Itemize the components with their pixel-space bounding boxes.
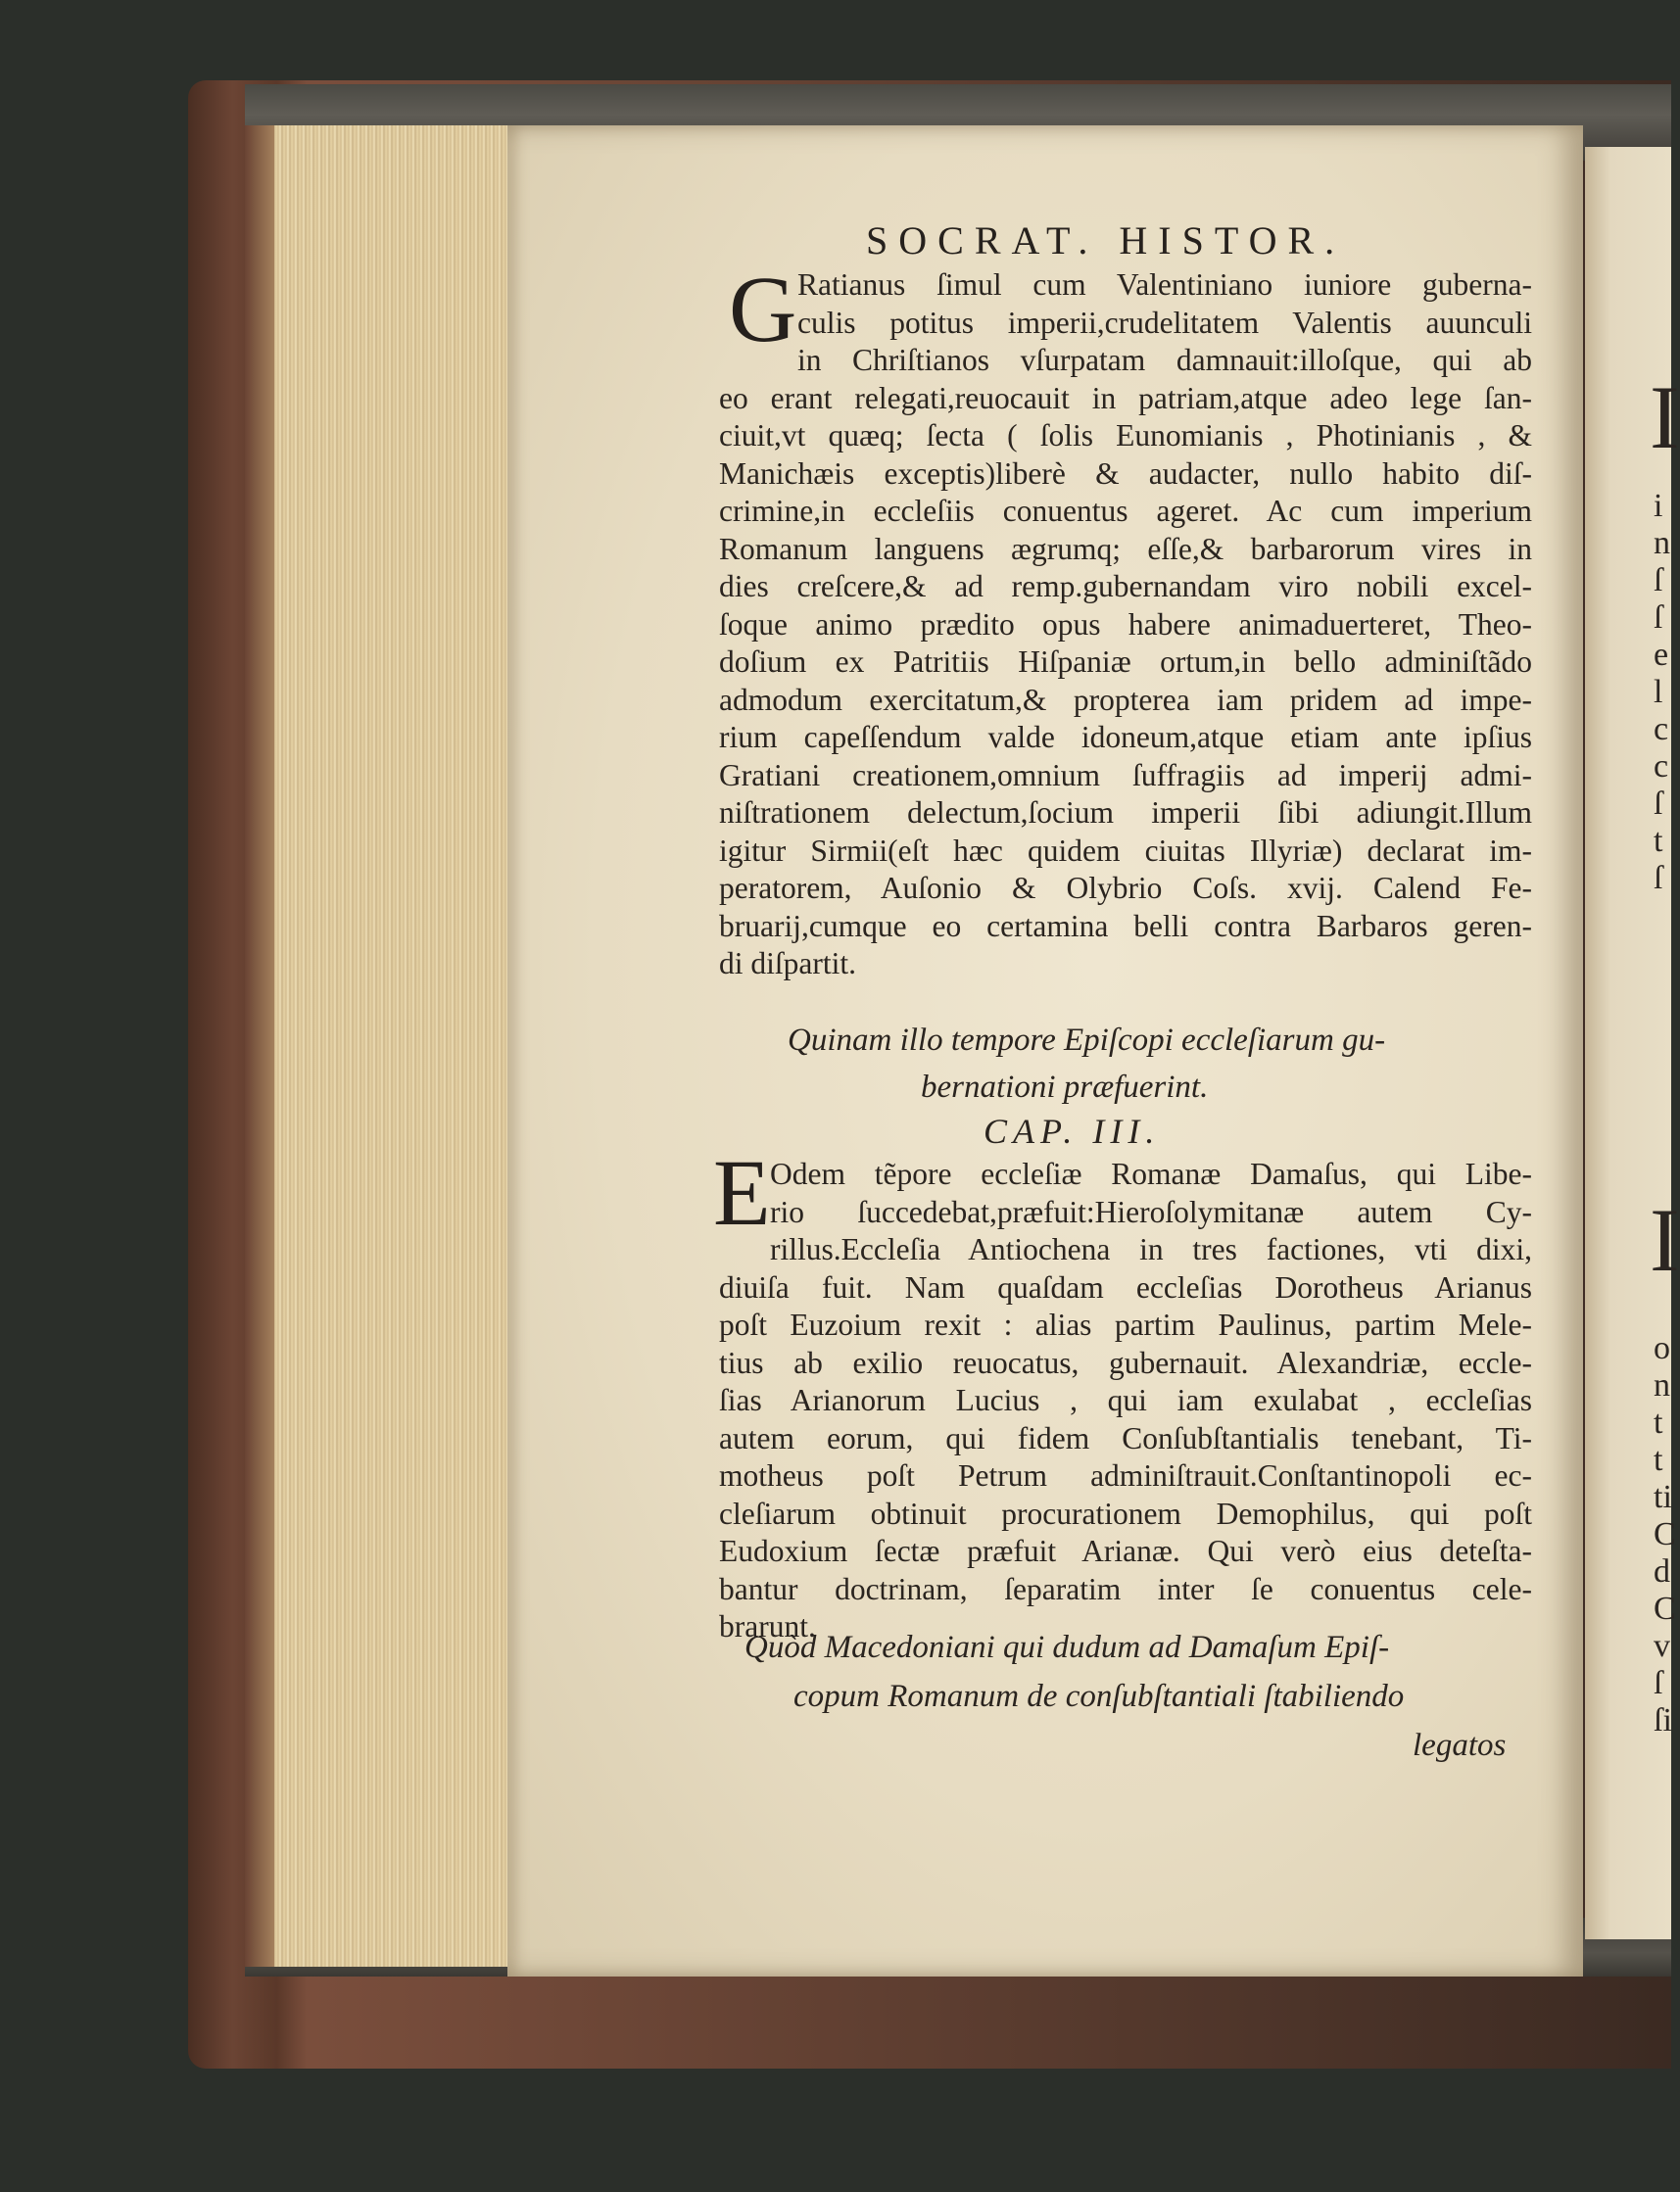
text-line: bantur doctrinam, ſeparatim inter ſe conuentus cele- <box>719 1571 1532 1606</box>
facing-initial-top: I <box>1650 367 1680 467</box>
next-heading-line-1: Quòd Macedoniani qui dudum ad Damaſum Epiſ- <box>744 1630 1390 1665</box>
text-line: brarunt. <box>719 1609 816 1644</box>
text-line: niſtrationem delectum,ſocium imperii ſibi adiungit.Illum <box>719 795 1532 830</box>
text-line: diuiſa fuit. Nam quaſdam eccleſias Dorotheus Arianus <box>719 1269 1532 1305</box>
facing-page <box>1585 147 1680 1939</box>
text-line: admodum exercitatum,& propterea iam pridem ad impe- <box>719 682 1532 717</box>
text-line: cleſiarum obtinuit procurationem Demophilus, qui poſt <box>719 1496 1532 1531</box>
text-line: rium capeſſendum valde idoneum,atque etiam ante ipſius <box>719 720 1532 754</box>
facing-letter: l <box>1654 674 1663 710</box>
text-line: ſias Arianorum Lucius , qui iam exulabat , eccleſias <box>719 1383 1532 1417</box>
page-stack-edge <box>274 125 509 1967</box>
facing-letter: d <box>1654 1553 1670 1590</box>
facing-letter: c <box>1654 711 1669 747</box>
facing-letter: ſ <box>1654 599 1663 636</box>
text-line: autem eorum, qui fidem Conſubſtantialis tenebant, Ti- <box>719 1420 1532 1455</box>
text-line: eo erant relegati,reuocauit in patriam,atque adeo lege ſan- <box>719 380 1532 415</box>
next-heading-line-2: copum Romanum de conſubſtantiali ſtabiliendo <box>793 1679 1405 1714</box>
catchword: legatos <box>1413 1728 1507 1763</box>
facing-letter: n <box>1654 525 1670 561</box>
dropcap-e: E <box>713 1140 771 1245</box>
text-line: dies creſcere,& ad remp.gubernandam viro nobili excel- <box>719 569 1532 603</box>
text-line: culis potitus imperii,crudelitatem Valentis auunculi <box>797 305 1532 340</box>
text-line: di diſpartit. <box>719 946 856 980</box>
facing-letter: o <box>1654 1330 1670 1366</box>
facing-letter: t <box>1654 1405 1663 1441</box>
facing-initial-bottom: I <box>1650 1190 1680 1290</box>
text-line: igitur Sirmii(eſt hæc quidem ciuitas Illyriæ) declarat im- <box>719 833 1532 868</box>
facing-letter: ſ <box>1654 562 1663 598</box>
text-line: motheus poſt Petrum adminiſtrauit.Conſtantinopoli ec- <box>719 1458 1532 1493</box>
chapter-text-2 <box>719 1156 1532 1646</box>
text-line: bruarij,cumque eo certamina belli contra Barbaros geren- <box>719 908 1532 943</box>
text-line: tius ab exilio reuocatus, gubernauit. Alexandriæ, eccle- <box>719 1345 1532 1380</box>
text-line: ſoque animo prædito opus habere animaduerteret, Theo- <box>719 606 1532 642</box>
chapter-heading-line-2: bernationi præfuerint. <box>921 1070 1209 1105</box>
text-line: Gratiani creationem,omnium ſuffragiis ad imperij admi- <box>719 757 1532 792</box>
text-line: doſium ex Patritiis Hiſpaniæ ortum,in bello adminiſtãdo <box>719 644 1532 679</box>
text-line: rillus.Eccleſia Antiochena in tres factiones, vti dixi, <box>770 1232 1532 1266</box>
text-line: in Chriſtianos vſurpatam damnauit:illoſque, qui ab <box>797 343 1532 377</box>
text-line: rio ſuccedebat,præfuit:Hieroſolymitanæ autem Cy- <box>770 1194 1532 1229</box>
text-line: Ratianus ſimul cum Valentiniano iuniore guberna- <box>797 267 1532 302</box>
text-line: ciuit,vt quæq; ſecta ( ſolis Eunomianis , Photinianis , & <box>719 418 1532 453</box>
facing-letter: ſ <box>1654 786 1663 822</box>
chapter-text-1 <box>719 266 1532 983</box>
chapter-heading-line-1: Quinam illo tempore Epiſcopi eccleſiarum gu- <box>788 1023 1386 1058</box>
text-line: crimine,in eccleſiis conuentus ageret. Ac cum imperium <box>719 494 1532 528</box>
facing-letter: ſ <box>1654 1665 1663 1701</box>
chapter-number: CAP. III. <box>984 1112 1161 1151</box>
facing-letter: ſi <box>1654 1702 1672 1739</box>
dropcap-g: G <box>729 257 797 361</box>
facing-letter: i <box>1654 488 1663 524</box>
facing-letter: e <box>1654 637 1669 673</box>
text-line: peratorem, Auſonio & Olybrio Coſs. xvij. Calend Fe- <box>719 871 1532 905</box>
facing-letter: C <box>1654 1516 1676 1552</box>
facing-letter: t <box>1654 823 1663 859</box>
text-line: Manichæis exceptis)liberè & audacter, nullo habito diſ- <box>719 455 1532 491</box>
running-head: SOCRAT. HISTOR. <box>866 218 1346 262</box>
facing-letter: c <box>1654 748 1669 785</box>
facing-letter: ſ <box>1654 860 1663 896</box>
text-line: poſt Euzoium rexit : alias partim Paulinus, partim Mele- <box>719 1308 1532 1342</box>
facing-letter: v <box>1654 1628 1670 1664</box>
facing-letter: C <box>1654 1591 1676 1627</box>
text-line: Eudoxium ſectæ præfuit Arianæ. Qui verò eius deteſta- <box>719 1534 1532 1568</box>
facing-letter: t <box>1654 1442 1663 1478</box>
facing-letter: ti <box>1654 1479 1672 1515</box>
text-line: Romanum languens ægrumq; eſſe,& barbarorum vires in <box>719 531 1532 566</box>
text-line: Odem tẽpore eccleſiæ Romanæ Damaſus, qui Libe- <box>770 1157 1532 1191</box>
facing-letter: n <box>1654 1367 1670 1404</box>
